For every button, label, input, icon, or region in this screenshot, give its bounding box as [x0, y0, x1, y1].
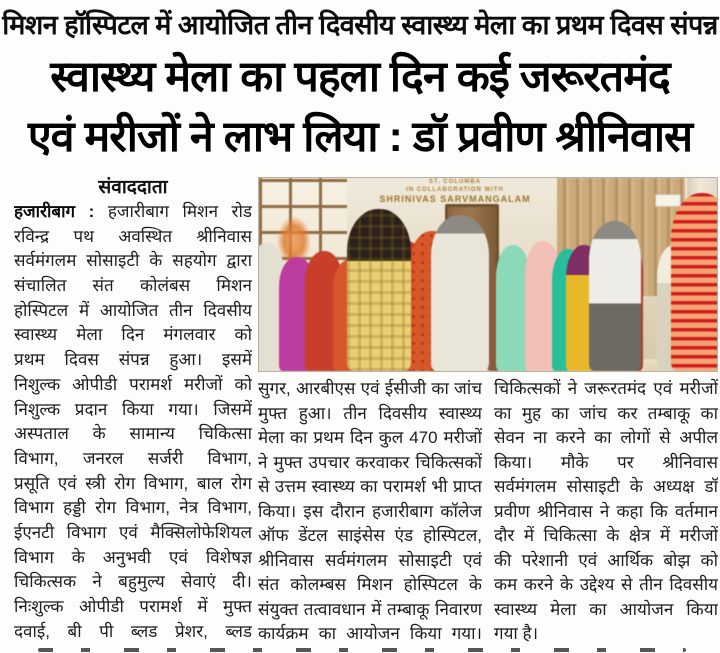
text-line: स्वास्थ्य मेला दिन मंगलवार को — [14, 325, 252, 345]
photo-scene — [259, 178, 717, 371]
text-line: प्रथम दिवस संपन्न हुआ। इसमें — [14, 350, 252, 370]
sign-line2: IN COLLABORATION WITH — [406, 186, 504, 193]
article-column-right — [494, 377, 718, 647]
text-line: की परेशानी एवं आर्थिक बोझ को — [494, 550, 718, 570]
text-line: ने मुफ्त उपचार करवाकर चिकित्सकों — [258, 452, 482, 472]
text-line: रविन्द्र पथ अवस्थित श्रीनिवास — [14, 226, 252, 246]
text-line: ऑफ डेंटल साइंसेस एंड होस्पिटल, — [258, 526, 482, 545]
text-line: प्रवीण श्रीनिवास ने कहा कि वर्तमान — [494, 501, 718, 521]
text-line: दौर में चिकित्सा के क्षेत्र में मरीजों — [494, 526, 718, 545]
photo-ac-unit — [655, 194, 681, 207]
column-left-lines — [14, 225, 252, 645]
text-line: ईएनटी विभाग एवं मैक्सिलोफेशियल — [14, 522, 252, 542]
article-photo — [258, 177, 718, 372]
text-line: से उत्तम स्वास्थ्य का परामर्श भी प्राप्त — [258, 477, 482, 496]
text-line: श्रीनिवास सर्वमंगलम सोसाइटी एवं — [258, 550, 482, 570]
text-line: चिकित्सक ने बहुमुल्य सेवाएं दी। — [14, 572, 252, 592]
text-line: होस्पिटल में आयोजित तीन दिवसीय — [14, 300, 252, 320]
person-figure-white-kurta-man — [431, 215, 489, 371]
text-line: संचालित संत कोलंबस मिशन — [14, 276, 252, 296]
person-figure-red-dupatta-woman — [671, 193, 718, 371]
column-middle-lines — [258, 377, 482, 647]
person-figure-elderly-man — [589, 221, 641, 371]
text-line: का मुह का जांच कर तम्बाकू का — [494, 403, 718, 423]
text-line: संयुक्त तत्वावधान में तम्बाकू निवारण — [258, 599, 482, 619]
text-line: निःशुल्क ओपीडी परामर्श में मुफ्त — [14, 597, 252, 616]
text-line: दवाई, बी पी ब्लड प्रेशर, ब्लड — [14, 621, 252, 641]
article-column-left — [14, 176, 252, 644]
dateline: हजारीबाग : — [14, 202, 95, 221]
text-line: स्वास्थ्य मेला का आयोजन किया — [494, 599, 718, 619]
kicker-headline: मिशन हॉस्पिटल में आयोजित तीन दिवसीय स्वास्थ्य मेला का प्रथम दिवस संपन्न — [2, 10, 718, 40]
text-line: विभाग के अनुभवी एवं विशेषज्ञ — [14, 547, 252, 567]
text-line: किया। इस दौरान हजारीबाग कॉलेज — [258, 501, 482, 521]
text-line: सर्वमंगलम सोसाइटी के अध्यक्ष डॉ — [494, 477, 718, 496]
column-right-last-line: गया है। — [494, 624, 539, 643]
text-line: किया। मौके पर श्रीनिवास — [494, 452, 718, 472]
text-line: निशुल्क प्रदान किया गया। जिसमें — [14, 399, 252, 419]
text-line: सर्वमंगलम सोसाइटी के सहयोग द्वारा — [14, 251, 252, 271]
text-line: मेला का प्रथम दिन कुल 470 मरीजों — [258, 428, 482, 447]
text-line: अस्पताल के सामान्य चिकित्सा — [14, 424, 252, 444]
sign-line3: SHRINIVAS SARVMANGALAM — [379, 194, 531, 204]
text-line: सेवन ना करने का लोगों से अपील — [494, 428, 718, 447]
text-line: सुगर, आरबीएस एवं ईसीजी का जांच — [258, 379, 482, 398]
byline: संवाददाता — [98, 177, 168, 198]
sign-line1: ST. COLUMBA — [429, 179, 481, 185]
text-line: संत कोलम्बस मिशन होस्पिटल के — [258, 575, 482, 594]
text-line: कम करने के उद्देश्य से तीन दिवसीय — [494, 575, 718, 594]
text-line: चिकित्सकों ने जरूरतमंद एवं मरीजों — [494, 379, 718, 398]
text-line: निशुल्क ओपीडी परामर्श मरीजों को — [14, 374, 252, 394]
main-headline-line1: स्वास्थ्य मेला का पहला दिन कई जरूरतमंद — [50, 53, 670, 101]
column-right-lines — [494, 377, 718, 622]
text-line: प्रसूति एवं स्त्री रोग विभाग, बाल रोग — [14, 473, 252, 493]
text-line: कार्यक्रम का आयोजन किया गया। — [258, 624, 482, 643]
dateline-rest: हजारीबाग मिशन रोड — [107, 202, 252, 221]
cutoff-text-strip — [38, 648, 686, 652]
dateline-line — [14, 200, 252, 225]
main-headline-line2: एवं मरीजों ने लाभ लिया : डॉ प्रवीण श्रीनिवास — [27, 113, 693, 161]
text-line: मुफ्त हुआ। तीन दिवसीय स्वास्थ्य — [258, 403, 482, 423]
main-headline — [0, 47, 720, 173]
person-figure-girl-checked-shirt — [347, 209, 411, 371]
text-line: विभाग हड्डी रोग विभाग, नेत्र विभाग, — [14, 498, 252, 518]
article-column-middle — [258, 377, 482, 647]
text-line: विभाग, जनरल सर्जरी विभाग, — [14, 448, 252, 468]
